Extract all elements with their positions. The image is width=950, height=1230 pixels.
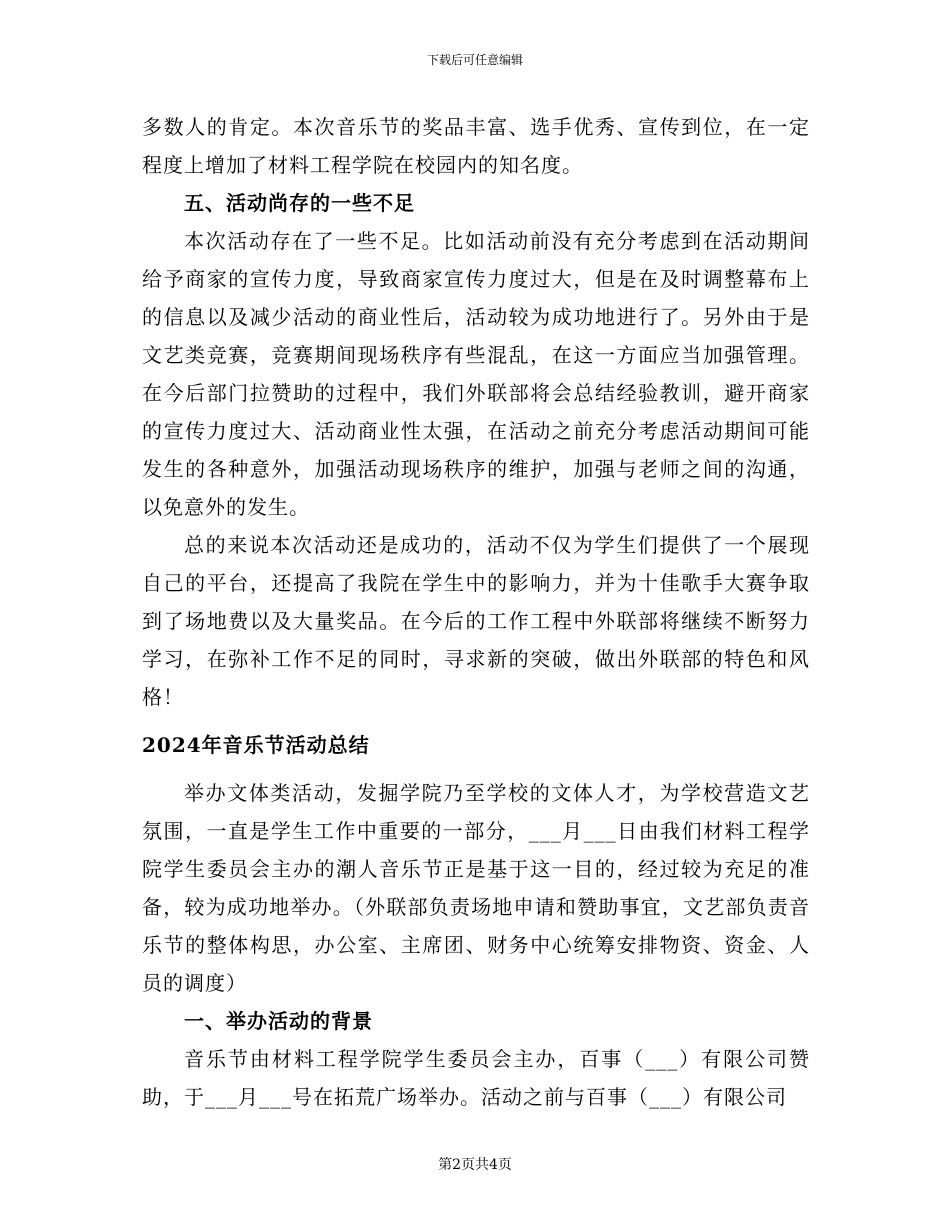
section-heading-background: 一、举办活动的背景 xyxy=(184,1009,373,1033)
paragraph-conclusion: 总的来说本次活动还是成功的，活动不仅为学生们提供了一个展现自己的平台，还提高了我院在学生中的影响力，并为十佳歌手大赛争取到了场地费以及大量奖品。在今后的工作工程中外联部将继续不断努力学习，在弥补工作不足的同时，寻求新的突破，做出外联部的特色和风格！ xyxy=(142,533,810,709)
page-footer-number: 第2页共4页 xyxy=(438,1157,512,1173)
paragraph-intro: 举办文体类活动，发掘学院乃至学校的文体人才，为学校营造文艺氛围，一直是学生工作中重要的一部分，___月___日由我们材料工程学院学生委员会主办的潮人音乐节正是基于这一目的，经过较为充足的准备，较为成功地举办。（外联部负责场地申请和赞助事宜，文艺部负责音乐节的整体构思，办公室、主席团、财务中心统筹安排物资、资金、人员的调度） xyxy=(142,781,810,995)
paragraph-continuation: 多数人的肯定。本次音乐节的奖品丰富、选手优秀、宣传到位，在一定程度上增加了材料工程学院在校园内的知名度。 xyxy=(142,115,810,177)
paragraph-background: 音乐节由材料工程学院学生委员会主办，百事（___）有限公司赞助，于___月___号在拓荒广场举办。活动之前与百事（___）有限公司 xyxy=(142,1047,810,1109)
section-heading-shortcomings: 五、活动尚存的一些不足 xyxy=(184,191,415,215)
page-header-note: 下载后可任意编辑 xyxy=(426,53,523,67)
document-title: 2024年音乐节活动总结 xyxy=(142,733,370,757)
paragraph-shortcomings: 本次活动存在了一些不足。比如活动前没有充分考虑到在活动期间给予商家的宣传力度，导致商家宣传力度过大，但是在及时调整幕布上的信息以及减少活动的商业性后，活动较为成功地进行了。另外由于是文艺类竞赛，竞赛期间现场秩序有些混乱，在这一方面应当加强管理。在今后部门拉赞助的过程中，我们外联部将会总结经验教训，避开商家的宣传力度过大、活动商业性太强，在活动之前充分考虑活动期间可能发生的各种意外，加强活动现场秩序的维护，加强与老师之间的沟通，以免意外的发生。 xyxy=(142,229,810,519)
document-body xyxy=(142,108,810,1116)
